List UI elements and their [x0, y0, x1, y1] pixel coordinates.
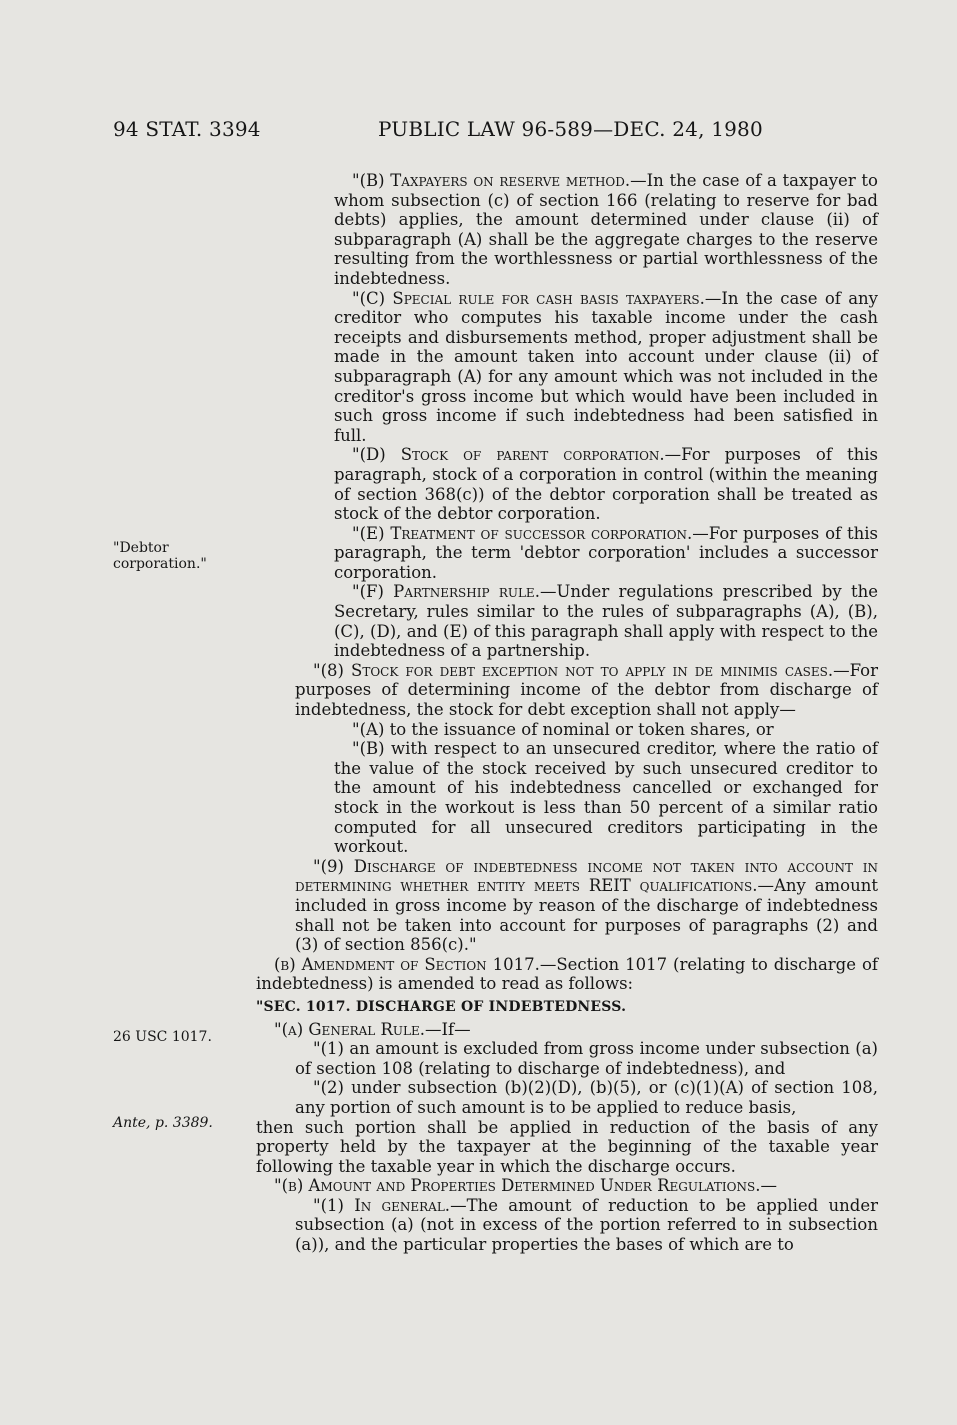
subparagraph-c [256, 289, 878, 446]
general-rule-2: "(2) under subsection (b)(2)(D), (b)(5), or (c)(1)(A) of section 108, any portion of such amount is to be applied to reduce basis, [295, 1078, 878, 1117]
paragraph-8 [256, 661, 878, 720]
amount-properties-text: — [760, 1176, 777, 1196]
general-rule-heading: "(a) General Rule. [274, 1019, 425, 1039]
subparagraph-c-heading: "(C) Special rule for cash basis taxpayers. [352, 288, 705, 308]
subsection-b-amendment [256, 955, 878, 994]
general-rule-text: —If— [425, 1019, 471, 1039]
subparagraph-f-heading: "(F) Partnership rule. [352, 582, 540, 602]
page-stat-number: 94 STAT. 3394 [113, 117, 261, 141]
subparagraph-f [256, 582, 878, 660]
subparagraph-b [256, 171, 878, 289]
subparagraph-c-text: —In the case of any creditor who computes his taxable income under the cash receipts and disbursements method, proper adjustment shall be made in the amount taken into account under clause (ii) of subparagraph (A) for any amount which was not included in the creditor's gross income but which would have been included in such gross income if such indebtedness had been satisfied in full. [334, 288, 878, 445]
subparagraph-d-heading: "(D) Stock of parent corporation. [352, 445, 665, 465]
paragraph-8-b: "(B) with respect to an unsecured creditor, where the ratio of the value of the stock received by such unsecured creditor to the amount of his indebtedness cancelled or exchanged for stock in the workout is less than 50 percent of a similar ratio computed for all unsecured creditors participating in the workout. [334, 739, 878, 857]
general-rule-1: "(1) an amount is excluded from gross income under subsection (a) of section 108 (relating to discharge of indebtedness), and [295, 1039, 878, 1078]
paragraph-9-heading: "(9) Discharge of indebtedness income not taken into account in determining whether entity meets REIT qualifications. [295, 856, 878, 896]
in-general-heading: "(1) In general. [313, 1195, 451, 1215]
margin-note-usc: 26 USC 1017. [113, 1029, 212, 1045]
general-rule [256, 1020, 878, 1040]
subsection-b-text: —Section 1017 (relating to discharge of indebtedness) is amended to read as follows: [256, 954, 878, 994]
paragraph-9 [256, 857, 878, 955]
subparagraph-e-heading: "(E) Treatment of successor corporation. [352, 523, 693, 543]
section-heading: "SEC. 1017. DISCHARGE OF INDEBTEDNESS. [256, 998, 627, 1015]
amount-properties [256, 1176, 878, 1196]
body-text [256, 171, 878, 1255]
subparagraph-d-text: —For purposes of this paragraph, stock of a corporation in control (within the meaning of section 368(c)) of the debtor corporation shall be treated as stock of the debtor corporation. [334, 445, 879, 524]
general-rule-continuation: then such portion shall be applied in reduction of the basis of any property held by the taxpayer at the beginning of the taxable year following the taxable year in which the discharge occurs. [256, 1117, 878, 1176]
margin-note-ante: Ante, p. 3389. [113, 1115, 213, 1131]
page-running-head: PUBLIC LAW 96-589—DEC. 24, 1980 [378, 117, 763, 141]
amount-properties-heading: "(b) Amount and Properties Determined Under Regulations. [274, 1176, 761, 1196]
paragraph-8-text: —For purposes of determining income of the debtor from discharge of indebtedness, the stock for debt exception shall not apply— [295, 660, 878, 720]
subparagraph-e-text: —For purposes of this paragraph, the term 'debtor corporation' includes a successor corporation. [334, 523, 878, 582]
margin-note-debtor-corporation: "Debtor corporation." [113, 540, 207, 572]
subparagraph-e [256, 524, 878, 583]
in-general [256, 1196, 878, 1255]
paragraph-9-text: —Any amount included in gross income by reason of the discharge of indebtedness shall not be taken into account for purposes of paragraphs (2) and (3) of section 856(c)." [295, 876, 878, 955]
subparagraph-f-text: —Under regulations prescribed by the Secretary, rules similar to the rules of subparagraphs (A), (B), (C), (D), and (E) of this paragraph shall apply with respect to the indebtedness of a partnership. [334, 582, 879, 661]
in-general-text: —The amount of reduction to be applied under subsection (a) (not in excess of the portion referred to in subsection (a)), and the particular properties the bases of which are to [295, 1195, 878, 1255]
paragraph-8-a: "(A) to the issuance of nominal or token shares, or [352, 719, 774, 739]
subparagraph-b-heading: "(B) Taxpayers on reserve method. [352, 171, 631, 190]
paragraph-8-heading: "(8) Stock for debt exception not to apply in de minimis cases. [313, 660, 834, 680]
subparagraph-d [256, 445, 878, 523]
subparagraph-b-text: —In the case of a taxpayer to whom subsection (c) of section 166 (relating to reserve for bad debts) applies, the amount determined under clause (ii) of subparagraph (A) shall be the aggregate charges to the reserve resulting from the worthlessness or partial worthlessness of the indebtedness. [334, 171, 878, 288]
subsection-b-heading: (b) Amendment of Section 1017. [274, 954, 540, 974]
